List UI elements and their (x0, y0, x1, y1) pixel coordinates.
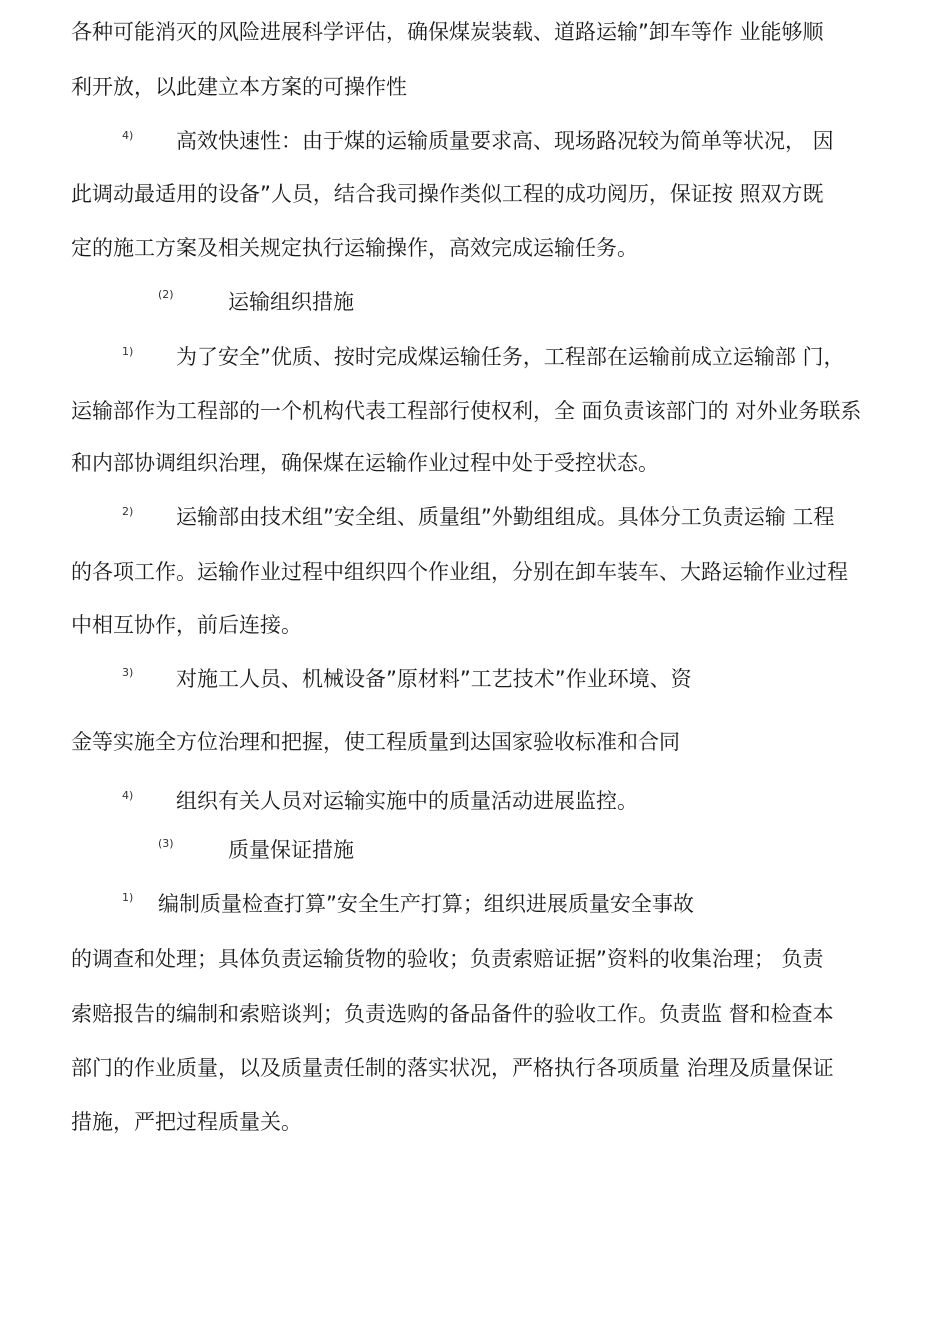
text-line: 各种可能消灭的风险进展科学评估，确保煤炭装载、道路运输”卸车等作 业能够顺 (71, 20, 824, 44)
text-line: 的调查和处理；具体负责运输货物的验收；负责索赔证据”资料的收集治理； 负责 (71, 947, 824, 971)
text-line: 运输部作为工程部的一个机构代表工程部行使权利，全 面负责该部门的 对外业务联系 (71, 399, 862, 423)
list-marker: 4) (122, 789, 134, 802)
list-marker: 1) (122, 891, 134, 904)
text-line: 组织有关人员对运输实施中的质量活动进展监控。 (176, 789, 638, 813)
text-line: 措施，严把过程质量关。 (71, 1110, 302, 1134)
text-line: 为了安全”优质、按时完成煤运输任务，工程部在运输前成立运输部 门， (176, 345, 845, 369)
text-line: 的各项工作。运输作业过程中组织四个作业组，分别在卸车装车、大路运输作业过程 (71, 560, 848, 584)
text-line: 定的施工方案及相关规定执行运输操作，高效完成运输任务。 (71, 236, 638, 260)
text-line: 部门的作业质量，以及质量责任制的落实状况，严格执行各项质量 治理及质量保证 (71, 1056, 834, 1080)
text-line: 金等实施全方位治理和把握，使工程质量到达国家验收标准和合同 (71, 730, 680, 754)
text-line: 中相互协作，前后连接。 (71, 613, 302, 637)
list-marker: 2) (122, 505, 134, 518)
list-marker: 4) (122, 129, 134, 142)
list-marker: 3) (122, 666, 134, 679)
text-line: 利开放，以此建立本方案的可操作性 (71, 75, 407, 99)
text-line: 和内部协调组织治理，确保煤在运输作业过程中处于受控状态。 (71, 451, 659, 475)
text-line: 此调动最适用的设备”人员，结合我司操作类似工程的成功阅历，保证按 照双方既 (71, 182, 824, 206)
text-line: 索赔报告的编制和索赔谈判；负责选购的备品备件的验收工作。负责监 督和检查本 (71, 1002, 834, 1026)
text-line: 编制质量检查打算”安全生产打算；组织进展质量安全事故 (158, 892, 694, 916)
section-marker: (3) (158, 837, 174, 850)
text-line: 高效快速性：由于煤的运输质量要求高、现场路况较为简单等状况， 因 (176, 129, 834, 153)
section-marker: (2) (158, 288, 174, 301)
text-line: 对施工人员、机械设备”原材料”工艺技术”作业环境、资 (176, 667, 692, 691)
text-line: 运输部由技术组”安全组、质量组”外勤组组成。具体分工负责运输 工程 (176, 505, 835, 529)
section-heading: 运输组织措施 (228, 290, 354, 314)
list-marker: 1) (122, 345, 134, 358)
section-heading: 质量保证措施 (228, 838, 354, 862)
